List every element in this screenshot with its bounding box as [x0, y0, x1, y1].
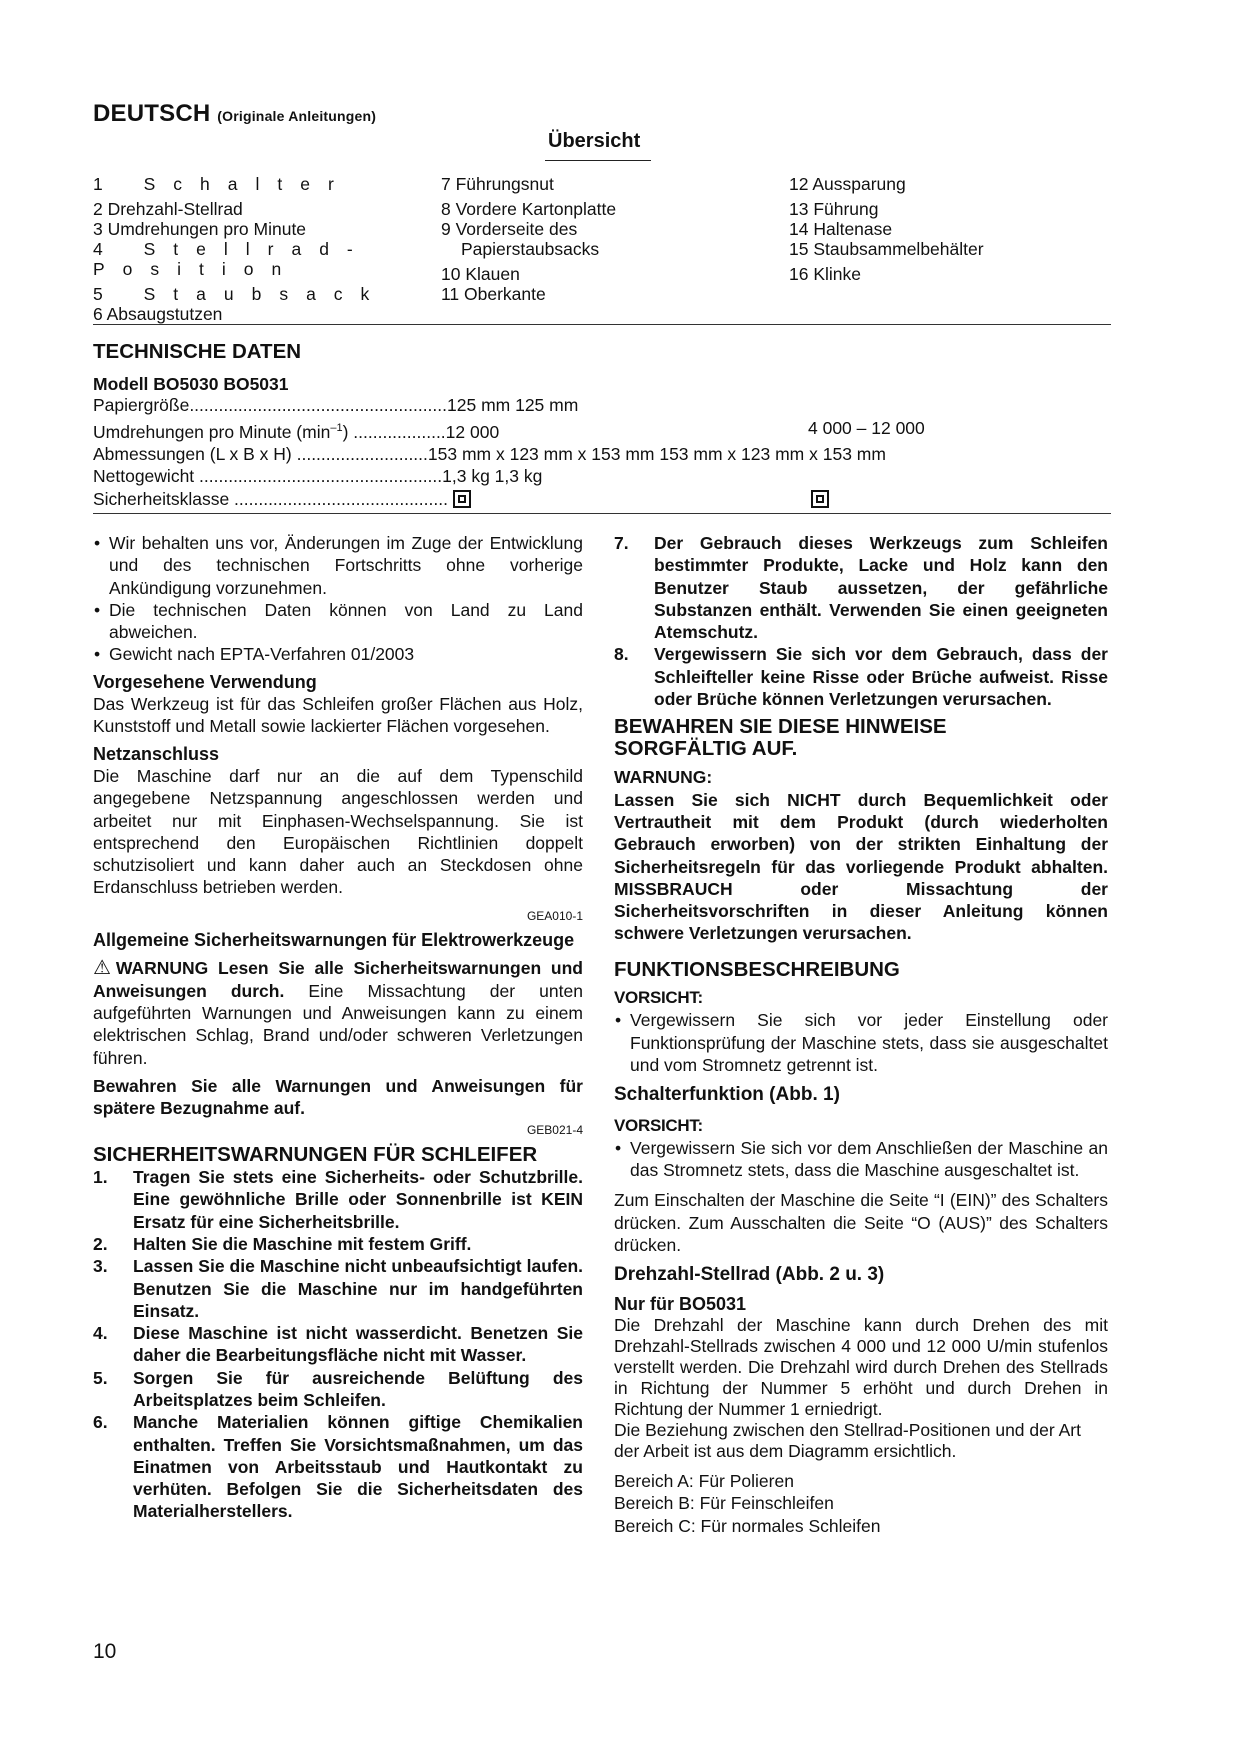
- technical-table: [93, 394, 1123, 510]
- warning-item: [93, 1322, 583, 1367]
- item-number: 4.: [93, 1323, 108, 1344]
- sander-warnings-list-cont: [614, 532, 1108, 710]
- part-item: 7 Führungsnut: [441, 174, 554, 194]
- language-heading: [93, 100, 376, 128]
- tech-row: Sicherheitsklasse ............................................: [93, 488, 1123, 511]
- use-text: Das Werkzeug ist für das Schleifen großer Flächen aus Holz, Kunststoff und Metall sowie lackierter Flächen vorgesehen.: [93, 694, 583, 737]
- item-text: Halten Sie die Maschine mit festem Griff.: [133, 1233, 472, 1254]
- note-bullet: • Gewicht nach EPTA-Verfahren 01/2003: [93, 643, 583, 665]
- function-title: FUNKTIONSBESCHREIBUNG: [614, 957, 900, 981]
- overview-title: Übersicht: [548, 130, 641, 152]
- part-item: 2 Drehzahl-Stellrad: [93, 199, 243, 219]
- tech-row: Umdrehungen pro Minute $(\min^{-1})$ ...................12 000 4 000 – 12 000: [93, 417, 925, 442]
- divider: [93, 324, 1111, 325]
- part-item: 15 Staubsammelbehälter: [789, 239, 984, 259]
- warning-item: [93, 1411, 583, 1522]
- warning-triangle-icon: ⚠: [93, 957, 116, 980]
- overview-underline: [545, 160, 651, 161]
- tech-label: Papiergröße: [93, 395, 190, 415]
- dial-text: Die Drehzahl der Maschine kann durch Drehen des mit Drehzahl-Stellrads zwischen 4 000 und 12 000 U/min stufenlos verstellt werden. Die Drehzahl wird durch Drehen des Stellrads in Richtung der Nummer 5 erhöht und durch Drehen in Richtung der Nummer 1 erniedrigt.: [614, 1314, 1108, 1419]
- caution-label: VORSICHT:: [614, 988, 703, 1008]
- item-number: 7.: [614, 533, 629, 553]
- tech-value: 1,3 kg 1,3 kg: [442, 466, 543, 487]
- power-text: Die Maschine darf nur an die auf dem Typenschild angegebene Netzspannung angeschlossen werden und arbeitet nur mit Einphasen-Wechselspannung. Sie ist entsprechend den Europäischen Richtlinien doppelt schutzisoliert und kann daher auch an Steckdosen ohne Erdanschluss betrieben werden.: [93, 765, 583, 898]
- item-text: Diese Maschine ist nicht wasserdicht. Benetzen Sie daher die Bearbeitungsfläche nicht mit Wasser.: [133, 1323, 583, 1366]
- item-number: 6.: [93, 1412, 108, 1433]
- dial-text: Die Beziehung zwischen den Stellrad-Positionen und der Art der Arbeit ist aus dem Diagramm ersichtlich.: [614, 1419, 1081, 1461]
- tech-row: Papiergröße.....................................................125 mm 125 mm: [93, 395, 579, 415]
- part-item: 8 Vordere Kartonplatte: [441, 199, 617, 219]
- parts-col-2: [441, 174, 771, 304]
- part-item: 6 Absaugstutzen: [93, 304, 223, 324]
- item-text: Tragen Sie stets eine Sicherheits- oder Schutzbrille. Eine gewöhnliche Brille oder Sonnenbrille ist KEIN Ersatz für eine Sicherheitsbrille.: [133, 1167, 583, 1232]
- part-item: 4 Stellrad-Position: [93, 239, 371, 279]
- part-item: 10 Klauen: [441, 264, 520, 284]
- tech-label: Sicherheitsklasse: [93, 488, 230, 509]
- item-number: 2.: [93, 1233, 108, 1254]
- part-item: 1 Schalter: [93, 174, 352, 194]
- right-column: [614, 532, 1108, 1537]
- note-bullet: • Wir behalten uns vor, Änderungen im Zuge der Entwicklung und des technischen Fortschritts ohne vorherige Ankündigung vorzunehmen.: [93, 532, 583, 599]
- general-warnings-title: Allgemeine Sicherheitswarnungen für Elektrowerkzeuge: [93, 930, 575, 951]
- warning-bold: WARNUNG Lesen Sie alle Sicherheitswarnungen und Anweisungen durch.: [93, 958, 583, 1001]
- warning-item: [93, 1233, 583, 1255]
- part-item: 11 Oberkante: [441, 284, 546, 304]
- tech-label: Umdrehungen pro Minute (min: [93, 421, 331, 442]
- tech-value: 125 mm 125 mm: [447, 395, 579, 415]
- part-item: 9 Vorderseite des: [441, 219, 578, 239]
- class-ii-icon: [811, 490, 829, 508]
- only-for: Nur für BO5031: [614, 1293, 747, 1314]
- technical-title: TECHNISCHE DATEN: [93, 340, 302, 363]
- item-number: 1.: [93, 1167, 108, 1188]
- use-title: Vorgesehene Verwendung: [93, 671, 317, 692]
- warning-item: [93, 1255, 583, 1322]
- warning-item: [93, 1166, 583, 1233]
- warning-text: Lassen Sie sich NICHT durch Bequemlichkeit oder Vertrautheit mit dem Produkt (durch wiederholten Gebrauch erworben) von der strikten Einhaltung der Sicherheitsregeln für das vorliegende Produkt abhalten. MISSBRAUCH oder Missachtung der Sicherheitsvorschriften in dieser Anleitung können schwere Verletzungen verursachen.: [614, 789, 1108, 944]
- part-item: 14 Haltenase: [789, 219, 893, 239]
- tech-label: Abmessungen (L x B x H): [93, 443, 292, 464]
- warning-item: [93, 1367, 583, 1412]
- caution-text: • Vergewissern Sie sich vor jeder Einstellung oder Funktionsprüfung der Maschine stets, dass sie ausgeschaltet und vom Stromnetz getrennt ist.: [614, 1009, 1108, 1076]
- page-number: 10: [93, 1640, 117, 1663]
- tech-label: Nettogewicht: [93, 466, 195, 487]
- part-item: Papierstaubsacks: [461, 239, 600, 259]
- item-text: Lassen Sie die Maschine nicht unbeaufsichtigt laufen. Benutzen Sie die Maschine nur im handgeführten Einsatz.: [133, 1256, 583, 1321]
- tech-value: 12 000: [445, 421, 500, 442]
- tech-sup: –1: [330, 421, 343, 434]
- item-number: 5.: [93, 1367, 108, 1388]
- switch-text: Zum Einschalten der Maschine die Seite “I (EIN)” des Schalters drücken. Zum Ausschalten die Seite “O (AUS)” des Schalters drücken.: [614, 1190, 1108, 1256]
- ref-code: GEA010-1: [526, 908, 583, 923]
- item-text: Vergewissern Sie sich vor dem Gebrauch, dass der Schleifteller keine Risse oder Brüche aufweist. Risse oder Brüche können Verletzungen verursachen.: [654, 644, 1108, 710]
- range-item: Bereich A: Für Polieren: [614, 1470, 794, 1491]
- warning-item: [614, 643, 1108, 710]
- warning-paragraph: [93, 957, 583, 1068]
- parts-col-1: [93, 174, 433, 324]
- switch-title: Schalterfunktion (Abb. 1): [614, 1084, 840, 1106]
- part-item: 13 Führung: [789, 199, 879, 219]
- keep-title: BEWAHREN SIE DIESE HINWEISE SORGFÄLTIG AUF.: [614, 715, 947, 761]
- tech-value: 153 mm x 123 mm x 153 mm 153 mm x 123 mm x 153 mm: [427, 443, 886, 464]
- tech-label-end: ): [342, 421, 349, 442]
- left-column: [93, 532, 583, 1523]
- part-item: 12 Aussparung: [789, 174, 906, 194]
- tech-value-2: 4 000 – 12 000: [808, 417, 925, 438]
- ref-code: GEB021-4: [526, 1123, 583, 1138]
- model-line: Modell BO5030 BO5031: [93, 374, 289, 394]
- tech-row: Abmessungen (L x B x H) ...........................153 mm x 123 mm x 153 mm 153 mm x 123 mm x 153 mm: [93, 443, 886, 464]
- sander-warnings-title: SICHERHEITSWARNUNGEN FÜR SCHLEIFER: [93, 1142, 538, 1166]
- tech-row: Nettogewicht ..................................................1,3 kg 1,3 kg: [93, 466, 543, 487]
- note-bullet: • Die technischen Daten können von Land zu Land abweichen.: [93, 599, 583, 644]
- item-number: 8.: [614, 644, 629, 665]
- class-ii-icon: [453, 490, 471, 508]
- caution-label: VORSICHT:: [614, 1115, 703, 1135]
- range-item: Bereich C: Für normales Schleifen: [614, 1515, 881, 1536]
- keep-instructions: Bewahren Sie alle Warnungen und Anweisungen für spätere Bezugnahme auf.: [93, 1075, 583, 1119]
- range-item: Bereich B: Für Feinschleifen: [614, 1493, 834, 1514]
- part-item: 5 Staubsack: [93, 284, 388, 304]
- item-text: Der Gebrauch dieses Werkzeugs zum Schleifen bestimmter Produkte, Lacke und Holz kann den Benutzer Staub aussetzen, der gefährliche Substanzen enthält. Verwenden Sie einen geeigneten Atemschutz.: [654, 533, 1108, 643]
- part-item: 16 Klinke: [789, 264, 861, 284]
- warning-text: Eine Missachtung der unten aufgeführten Warnungen und Anweisungen kann zu einem elektrischen Schlag, Brand und/oder schweren Verletzungen führen.: [93, 980, 583, 1068]
- power-title: Netzanschluss: [93, 743, 220, 764]
- caution-text: • Vergewissern Sie sich vor dem Anschließen der Maschine an das Stromnetz stets, dass die Maschine ausgeschaltet ist.: [614, 1137, 1108, 1182]
- item-number: 3.: [93, 1256, 108, 1277]
- dial-title: Drehzahl-Stellrad (Abb. 2 u. 3): [614, 1264, 885, 1286]
- sander-warnings-list: [93, 1166, 583, 1523]
- item-text: Sorgen Sie für ausreichende Belüftung des Arbeitsplatzes beim Schleifen.: [133, 1367, 583, 1410]
- warning-item: [614, 532, 1108, 643]
- parts-col-3: [789, 174, 1109, 284]
- part-item: 3 Umdrehungen pro Minute: [93, 219, 307, 239]
- language-note: (Originale Anleitungen): [217, 108, 377, 124]
- warning-label: WARNUNG:: [614, 767, 713, 788]
- item-text: Manche Materialien können giftige Chemikalien enthalten. Treffen Sie Vorsichtsmaßnahmen, um das Einatmen von Arbeitsstaub und Hautkontakt zu verhüten. Befolgen Sie die Sicherheitsdaten des Materialherstellers.: [133, 1412, 583, 1522]
- divider: [93, 513, 1111, 514]
- language-title: DEUTSCH: [93, 100, 211, 127]
